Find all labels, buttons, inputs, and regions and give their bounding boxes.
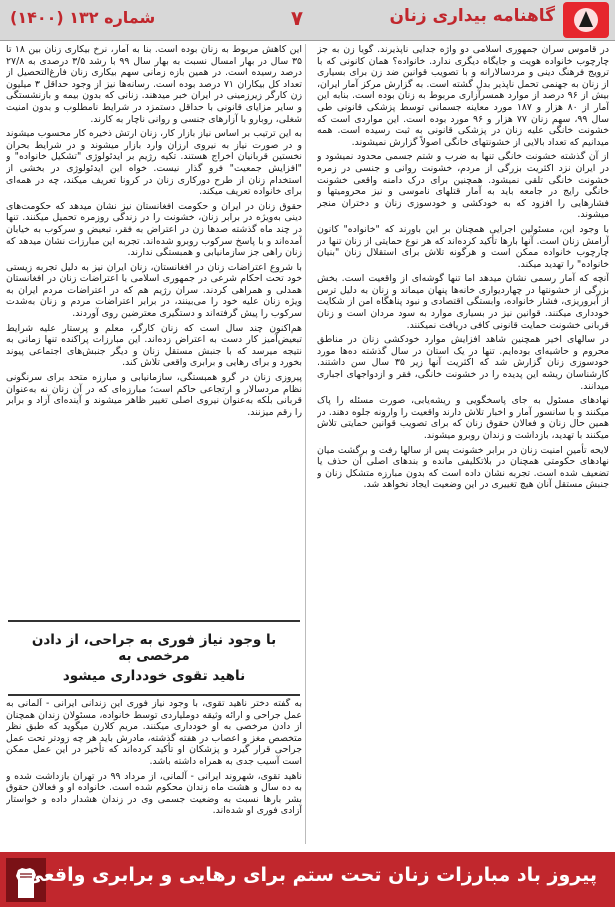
logo-emblem-icon [567, 5, 605, 35]
column-divider [305, 44, 306, 844]
paragraph: از آن گذشته خشونت خانگی تنها به ضرب و شتم جسمی محدود نمیشود و در ایران نزد اکثریت بزرگی از مردم، خشونت روانی و جنسی در زمره خشونت خانگی تلقی نمیشود. همچنین برای درک دامنه واقعی خشونت خانگی رایج در جامعه باید به آمار قتلهای ناموسی و نیز محرومیتها و فشارهایی را افزود که به خودکشی و خودسوزی زنان و دختران منجر میشوند. [317, 151, 609, 221]
paragraph: ناهید تقوی، شهروند ایرانی - آلمانی، از مرداد ۹۹ در تهران بازداشت شده و به ده سال و هشت ماه زندان محکوم شده است. خانواده او و فعالان حقوق بشر بارها نسبت به وضعیت جسمی وی در زندان هشدار داده و خواستار آزادی فوری او شده‌اند. [6, 770, 302, 817]
paragraph: در سالهای اخیر همچنین شاهد افزایش موارد خودکشی زنان در مناطق محروم و حاشیه‌ای بوده‌ایم. تنها در یک استان در سال گذشته ده‌ها مورد خودسوزی زنان گزارش شد که اکثریت آنها زیر ۳۵ سال سن داشتند. کارشناسان ریشه این پدیده را در خشونت خانگی، فقر و ازدواجهای اجباری میدانند. [317, 334, 609, 392]
boxed-article-body [6, 698, 302, 848]
paragraph: با وجود این، مسئولین اجرایی همچنان بر این باورند که "خانواده" کانون آرامش زنان است. آنها بارها تأکید کرده‌اند که هر نوع حمایتی از زنان تنها در چارچوب خانواده ممکن است و هرگونه تلاش برای استقلال زنان "بنیان خانواده" را تهدید میکند. [317, 223, 609, 270]
publication-title: گاهنامه بیداری زنان [389, 6, 555, 26]
left-column-article [6, 44, 302, 612]
publication-logo [563, 2, 609, 38]
paragraph: پیروزی زنان در گرو همبستگی، سازمانیابی و مبارزه متحد برای سرنگونی نظام مردسالار و ارتجاعی حاکم است؛ مبارزه‌ای که در آن زنان نه به‌عنوان قربانی بلکه به‌عنوان نیروی اصلی تغییر ظاهر میشوند و آینده‌ای آزاد و برابر را رقم میزنند. [6, 372, 302, 418]
right-column-article [317, 44, 609, 844]
page-header [0, 0, 615, 41]
paragraph: نهادهای مسئول به جای پاسخگویی و ریشه‌یابی، صورت مسئله را پاک میکنند و با سانسور آمار و اخبار تلاش دارند واقعیت را وارونه جلوه دهند. در همین حال زنان و فعالان حقوق زنان که برای تصویب قوانین حمایتی تلاش میکنند با تهدید، بازداشت و زندان روبرو میشوند. [317, 395, 609, 441]
paragraph: به گفته دختر ناهید تقوی، با وجود نیاز فوری این زندانی ایرانی - آلمانی به عمل جراحی و ارائه وثیقه دوملیاردی توسط خانواده، مسئولان زندان همچنان از دادن مرخصی به او خودداری میکنند. مریم کلارن میگوید که طبق نظر متخصص مغز و اعصاب در هفته گذشته، مادرش باید هر چه زودتر تحت عمل جراحی قرار گیرد و پزشکان او تأکید کرده‌اند که تأخیر در این عمل ممکن است آسیب جدی به همراه داشته باشد. [6, 698, 302, 767]
paragraph: در قاموس سران جمهوری اسلامی دو واژه جدایی ناپذیرند. گویا زن به جز چارچوب خانواده هویت و جایگاه دیگری ندارد. خانواده؟ همان کانونی که با ترویج فرهنگ دینی و مردسالارانه و با تصویب قوانین ضد زن برای بسیاری از زنان به جهنمی تحمل ناپذیر بدل گشته است. به گزارش مرکز آمار ایران، بیش از ۹۶ درصد از موارد همسرآزاری مربوط به زنان بوده است. بنابه این آمار از ۸۰ هزار و ۱۸۷ مورد معاینه جسمانی توسط پزشکی قانونی طی سال ۹۹، سهم زنان ۷۷ هزار و ۹۶ مورد بوده است. این مواردی است که خشونت خانگی علیه زنان در پزشکی قانونی به ثبت رسیده است. همه میدانیم که تعداد بالایی از خشونتهای خانگی اصولاً گزارش نمیشوند. [317, 44, 609, 148]
issue-number: شماره ۱۳۲ (۱۴۰۰) [10, 8, 156, 27]
paragraph: به این ترتیب بر اساس نیاز بازار کار، زنان ارتش ذخیره کار محسوب میشوند و در صورت نیاز به نیروی ارزان وارد بازار میشوند و در شرایط بحران نخستین قربانیان اخراج هستند. تکیه رژیم بر ایدئولوژی "تشکیل خانواده" و "افزایش جمعیت" فرو گذار نیست. خواه این ایدئولوژی در بخشی از استخدام زنان از طرح دورکاری زنان در کرونا تعریف میکند، چه در همه‌ای برای خانواده تعریف میکند. [6, 128, 302, 198]
paragraph: این کاهش مربوط به زنان بوده است. بنا به آمار، نرخ بیکاری زنان بین ۱۸ تا ۳۵ سال در بهار امسال نسبت به بهار سال ۹۹ با رشد ۳/۵ درصدی به ۲۷/۸ درصد رسیده است. در همین بازه زمانی سهم بیکاری زنان فارغ‌التحصیل از تعداد کل بیکاران ۷۱ درصد بوده است. رسانه‌ها نیز از وجود حداقل ۳ میلیون زن کارگر زیرزمینی در ایران خبر میدهند. زنانی که بدون بیمه و بازنشستگی و سایر مزایای قانونی با حداقل دستمزد در شرایط نامطلوب و بدون امنیت شغلی، روبارو با آزارهای جنسی و روانی ناچار به کارند. [6, 44, 302, 125]
footer-banner [0, 852, 615, 907]
headline-line-1: با وجود نیاز فوری به جراحی، از دادن مرخصی به [31, 632, 277, 664]
footer-slogan: پیروز باد مبارزات زنان تحت ستم برای رهایی و برابری واقعی [24, 864, 597, 886]
paragraph: آنچه که آمار رسمی نشان میدهد اما تنها گوشه‌ای از واقعیت است. بخش بزرگی از خشونتها در چهاردیواری خانه‌ها پنهان میماند و زنان به دلیل ترس از آبروریزی، فشار خانواده، وابستگی اقتصادی و نبود پناهگاه امن از شکایت خودداری میکنند. قوانین نیز در بسیاری موارد به سود مردان است و زنان قربانی خشونت حمایت قانونی کافی دریافت نمیکنند. [317, 273, 609, 331]
boxed-article-headline [8, 620, 300, 696]
paragraph: لایحه تأمین امنیت زنان در برابر خشونت پس از سالها رفت و برگشت میان نهادهای حکومتی همچنان در بلاتکلیفی مانده و بندهای اصلی آن حذف یا تضعیف شده است. تجربه نشان داده است که بدون مبارزه متشکل زنان و جنبش مستقل آنان هیچ تغییری در این وضعیت ایجاد نخواهد شد. [317, 444, 609, 491]
paragraph: با شروع اعتراضات زنان در افغانستان، زنان ایران نیز به دلیل تجربه زیستی خود تحت احکام شرعی در جمهوری اسلامی با اعتراضات زنان در افغانستان همدلی و همراهی کردند. سران رژیم هم که در اعتراضات مردم ایران به ویژه زنان علیه خود را می‌بینند، در برابر اعتراضات مردم و زنان به‌شدت سرکوب را پیش گرفته‌اند و دستگیری معترضین روی آوردند. [6, 261, 302, 320]
page-number: ۷ [290, 6, 304, 30]
paragraph: حقوق زنان در ایران و حکومت افغانستان نیز نشان میدهد که حکومت‌های دینی به‌ویژه در برابر زنان، خشونت را در زندگی روزمره تحمیل میکنند. تنها در چند ماه گذشته صدها زن در اعتراض به فقر، تبعیض و سرکوب به خیابان آمده‌اند و با پاسخ سرکوب روبرو شده‌اند. تجربه این مبارزات نشان میدهد که زنان راهی جز سازمانیابی و همبستگی ندارند. [6, 200, 302, 259]
paragraph: هم‌اکنون چند سال است که زنان کارگر، معلم و پرستار علیه شرایط تبعیض‌آمیز کار دست به اعتراض زده‌اند. این مبارزات پراکنده تنها زمانی به نتیجه میرسد که با جنبش مستقل زنان و دیگر جنبش‌های اجتماعی پیوند بخورد و برای رهایی و برابری واقعی تلاش کند. [6, 322, 302, 369]
headline-line-2: ناهید تقوی خودداری میشود [62, 668, 246, 684]
